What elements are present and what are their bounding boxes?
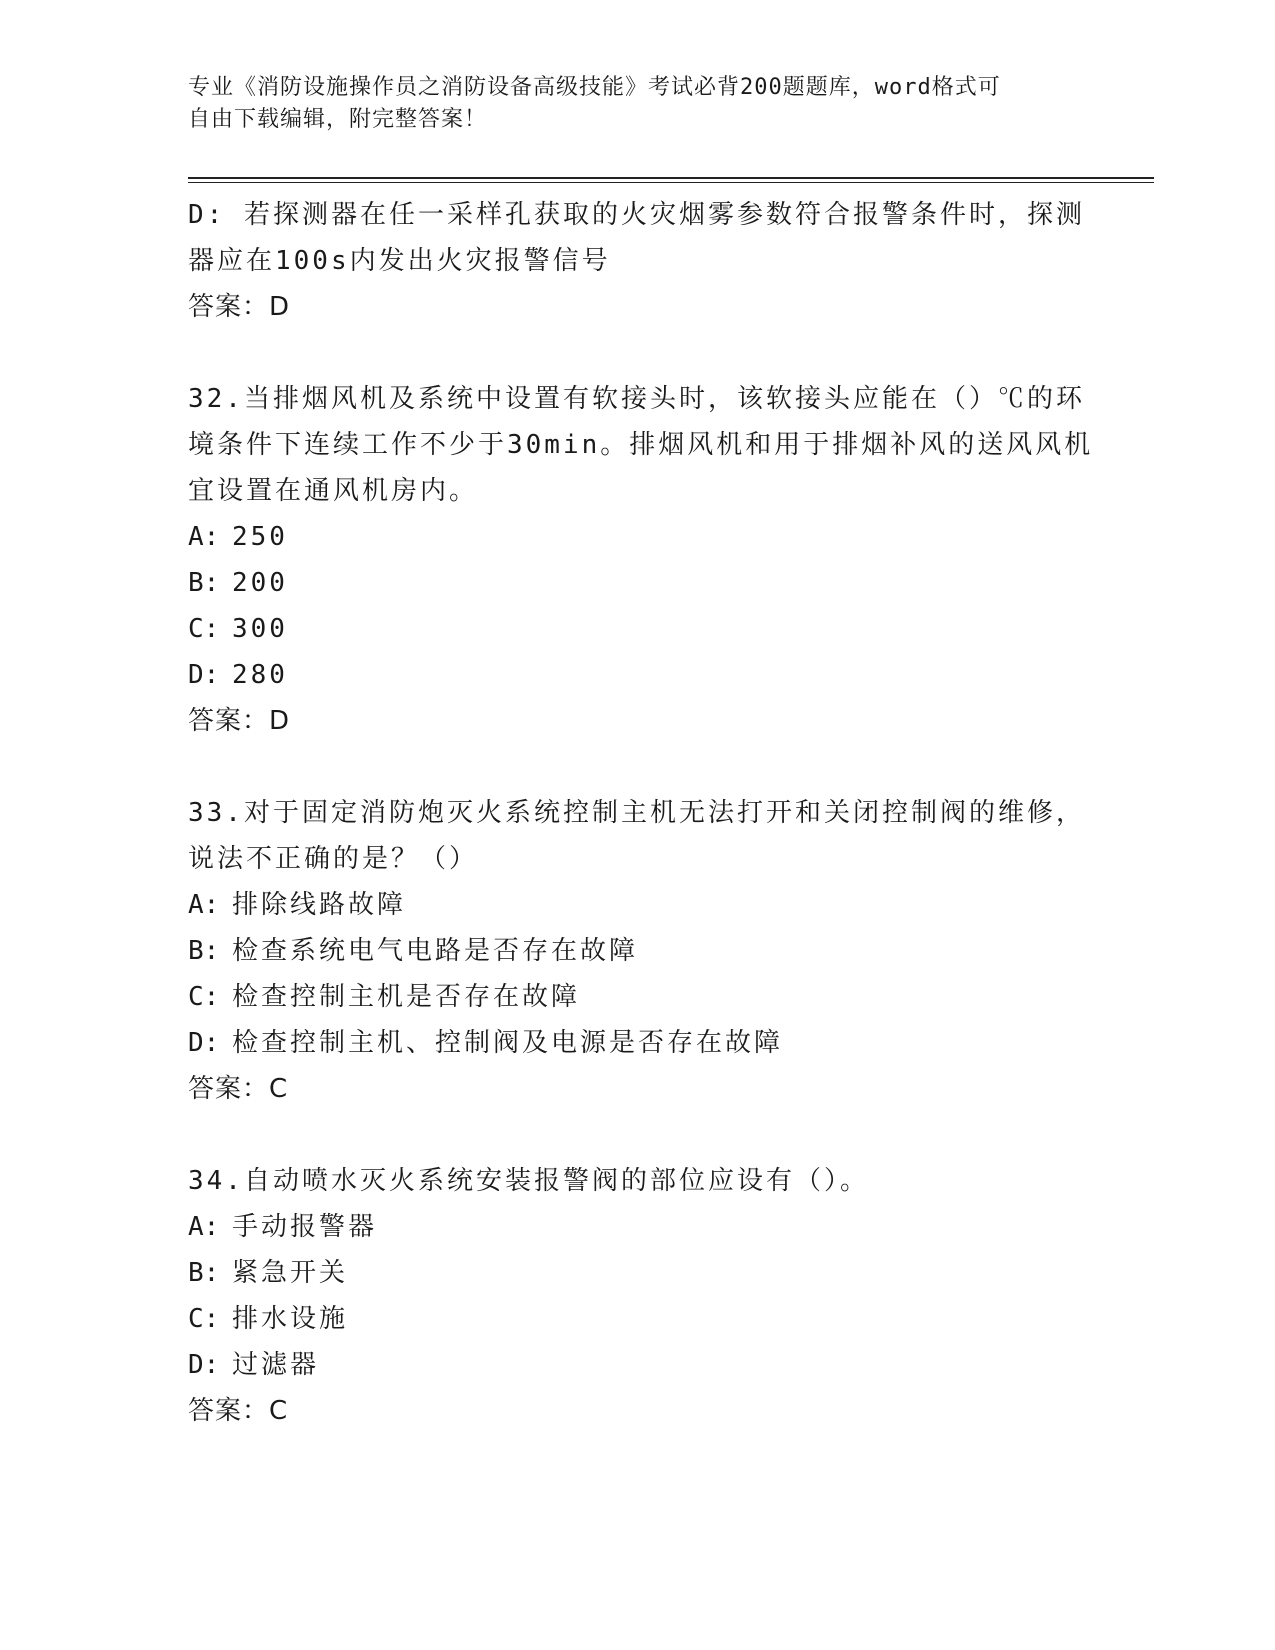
option-key: A: [188, 522, 220, 552]
option-text: 250 [232, 522, 288, 552]
option-d [188, 1020, 1088, 1066]
option-text: 过滤器 [232, 1350, 320, 1380]
question-33 [188, 790, 1088, 1112]
option-c [188, 974, 1088, 1020]
option-a [188, 514, 1088, 560]
option-text: 紧急开关 [232, 1258, 349, 1288]
option-key: C: [188, 982, 220, 1012]
option-d [188, 1342, 1088, 1388]
option-b [188, 1250, 1088, 1296]
spacer [188, 330, 1088, 376]
option-text: 200 [232, 568, 288, 598]
question-32 [188, 376, 1094, 744]
header-divider-thin [188, 182, 1154, 183]
option-text: 300 [232, 614, 288, 644]
question-stem-line: 说法不正确的是？（） [188, 844, 479, 874]
option-key: D: [188, 1350, 220, 1380]
header-line-2: 自由下载编辑，附完整答案！ [188, 107, 488, 132]
option-b [188, 928, 1088, 974]
question-34 [188, 1158, 1088, 1434]
option-text: 排除线路故障 [232, 890, 407, 920]
header-line-1: 专业《消防设施操作员之消防设备高级技能》考试必背200题题库，word格式可 [188, 75, 1001, 100]
previous-question-tail [188, 192, 1088, 330]
option-a [188, 882, 1088, 928]
answer-line: 答案：C [188, 1074, 289, 1104]
spacer [188, 1112, 1088, 1158]
spacer [188, 744, 1088, 790]
option-text: 280 [232, 660, 288, 690]
question-stem-line: 宜设置在通风机房内。 [188, 476, 479, 506]
option-c [188, 1296, 1088, 1342]
option-text: 检查控制主机是否存在故障 [232, 982, 581, 1012]
option-key: C: [188, 1304, 220, 1334]
option-key: C: [188, 614, 220, 644]
option-text: 检查控制主机、控制阀及电源是否存在故障 [232, 1028, 784, 1058]
document-header [188, 72, 1088, 136]
question-stem-line: 33.对于固定消防炮灭火系统控制主机无法打开和关闭控制阀的维修， [188, 798, 1085, 828]
option-text: 检查系统电气电路是否存在故障 [232, 936, 639, 966]
option-b [188, 560, 1088, 606]
option-key: D: [188, 660, 220, 690]
answer-line: 答案：D [188, 706, 291, 736]
option-d [188, 652, 1088, 698]
question-stem-line: 境条件下连续工作不少于30min。排烟风机和用于排烟补风的送风风机 [188, 430, 1094, 460]
option-d-line-1: D: 若探测器在任一采样孔获取的火灾烟雾参数符合报警条件时，探测 [188, 200, 1085, 230]
option-key: A: [188, 890, 220, 920]
option-key: B: [188, 568, 220, 598]
option-key: D: [188, 1028, 220, 1058]
option-key: A: [188, 1212, 220, 1242]
header-divider-thick [188, 177, 1154, 179]
answer-line: 答案：C [188, 1396, 289, 1426]
option-text: 手动报警器 [232, 1212, 378, 1242]
option-a [188, 1204, 1088, 1250]
option-text: 排水设施 [232, 1304, 349, 1334]
question-stem-line: 32.当排烟风机及系统中设置有软接头时，该软接头应能在（）℃的环 [188, 384, 1085, 414]
question-list [188, 192, 1094, 1434]
question-stem-line: 34.自动喷水灭火系统安装报警阀的部位应设有（）。 [188, 1166, 869, 1196]
option-key: B: [188, 936, 220, 966]
option-key: B: [188, 1258, 220, 1288]
option-c [188, 606, 1088, 652]
option-d-line-2: 器应在100s内发出火灾报警信号 [188, 246, 611, 276]
answer-line: 答案：D [188, 292, 291, 322]
